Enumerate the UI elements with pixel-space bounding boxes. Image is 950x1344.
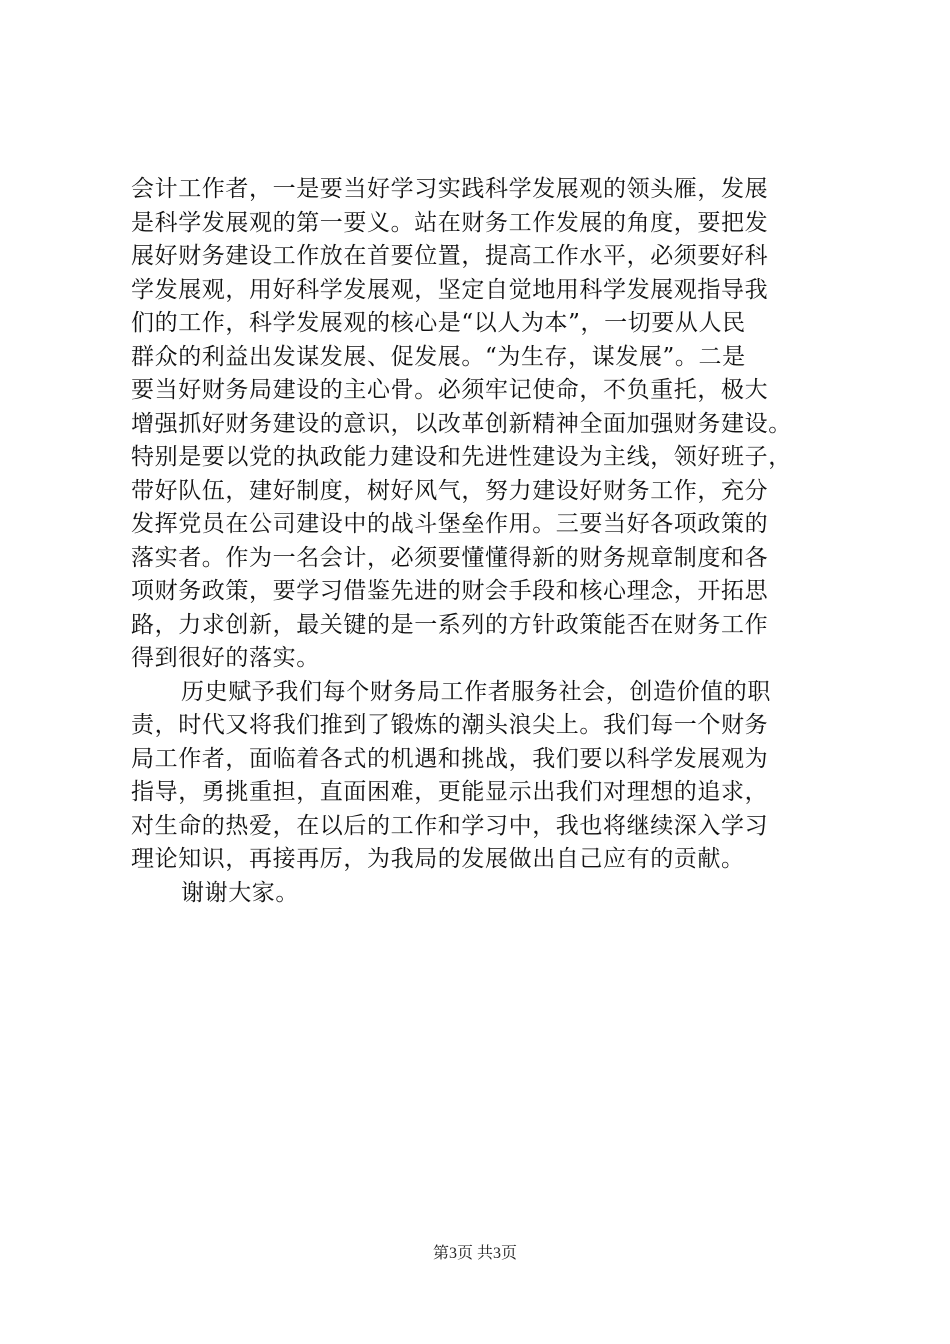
text-line: 责，时代又将我们推到了锻炼的潮头浪尖上。我们每一个财务 xyxy=(131,712,769,738)
text-line: 们的工作，科学发展观的核心是“以人为本”，一切要从人民 xyxy=(131,310,746,336)
text-line: 路，力求创新，最关键的是一系列的方针政策能否在财务工作 xyxy=(131,611,769,638)
text-line: 带好队伍，建好制度，树好风气，努力建设好财务工作，充分 xyxy=(131,477,769,504)
text-line: 局工作者，面临着各式的机遇和挑战，我们要以科学发展观为 xyxy=(131,745,769,772)
text-line: 落实者。作为一名会计，必须要懂懂得新的财务规章制度和各 xyxy=(131,544,769,571)
text-line: 是科学发展观的第一要义。站在财务工作发展的角度，要把发 xyxy=(131,209,769,236)
text-line: 发挥党员在公司建设中的战斗堡垒作用。三要当好各项政策的 xyxy=(131,511,769,537)
closing-line: 谢谢大家。 xyxy=(181,879,299,906)
text-line: 展好财务建设工作放在首要位置，提高工作水平，必须要好科 xyxy=(131,243,769,269)
text-line: 对生命的热爱，在以后的工作和学习中，我也将继续深入学习 xyxy=(131,812,769,839)
text-line: 得到很好的落实。 xyxy=(131,645,320,671)
text-line: 指导，勇挑重担，直面困难，更能显示出我们对理想的追求， xyxy=(131,779,769,805)
text-line: 增强抓好财务建设的意识，以改革创新精神全面加强财务建设。 xyxy=(131,410,792,437)
page-number-footer: 第3页 共3页 xyxy=(432,1245,517,1262)
text-line: 理论知识，再接再厉，为我局的发展做出自己应有的贡献。 xyxy=(131,846,745,872)
text-line: 会计工作者，一是要当好学习实践科学发展观的领头雁，发展 xyxy=(131,176,769,202)
text-line: 要当好财务局建设的主心骨。必须牢记使命，不负重托，极大 xyxy=(131,377,769,403)
text-line: 学发展观，用好科学发展观，坚定自觉地用科学发展观指导我 xyxy=(131,276,769,303)
text-line: 特别是要以党的执政能力建设和先进性建设为主线，领好班子， xyxy=(131,444,792,470)
text-line: 群众的利益出发谋发展、促发展。“为生存，谋发展”。二是 xyxy=(131,343,746,370)
paragraph-first-line: 历史赋予我们每个财务局工作者服务社会，创造价值的职 xyxy=(181,678,771,705)
document-body xyxy=(131,173,831,910)
text-line: 项财务政策，要学习借鉴先进的财会手段和核心理念，开拓思 xyxy=(131,578,769,604)
